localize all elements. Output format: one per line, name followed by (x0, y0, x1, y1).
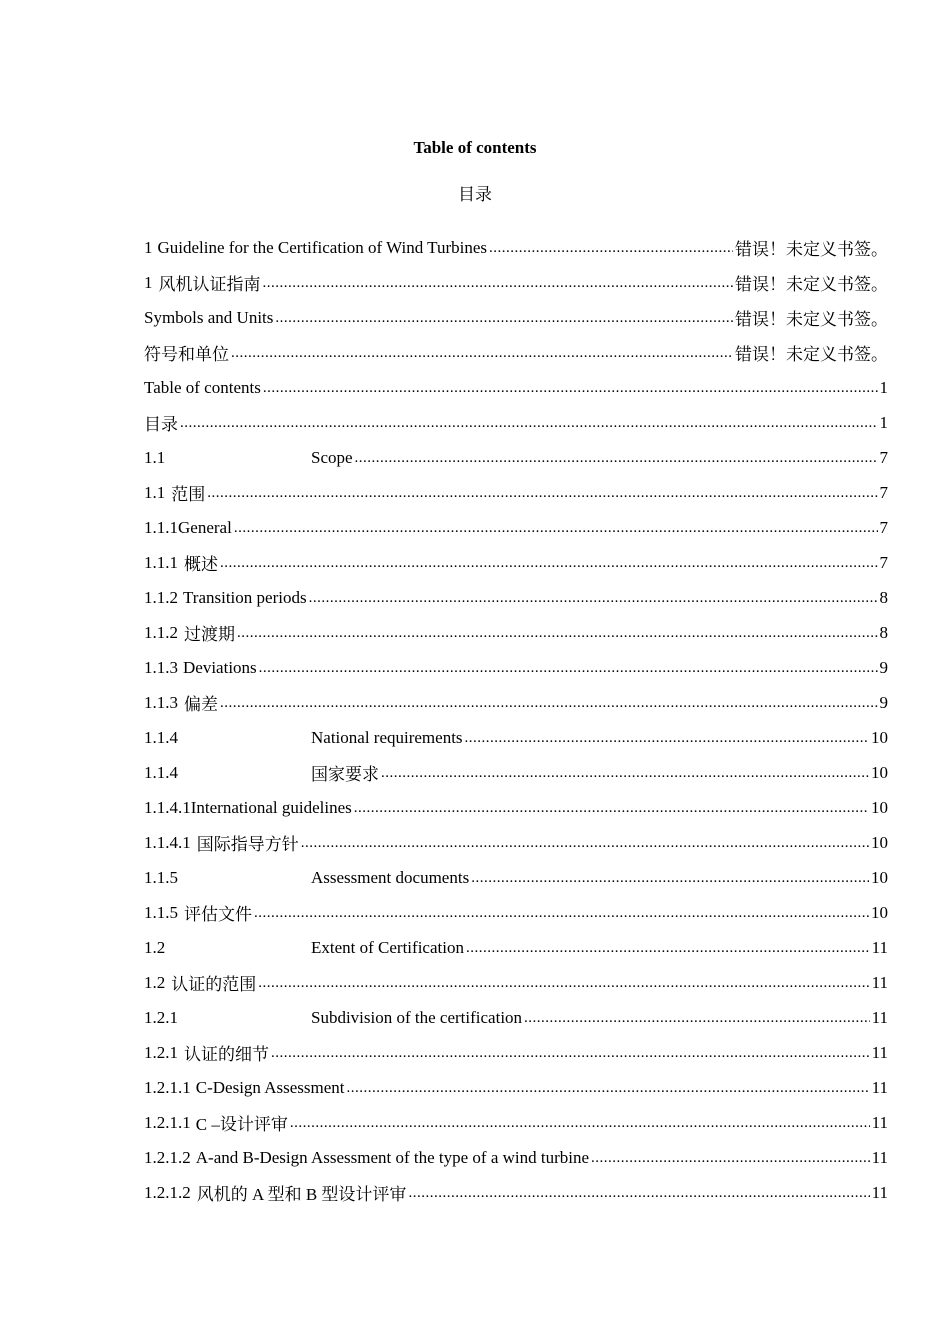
toc-entry-page: 10 (871, 832, 888, 852)
toc-entry[interactable] (144, 580, 888, 615)
toc-entry-number: 1.1.4 (144, 762, 178, 782)
toc-entry-number: 1.2 (144, 972, 166, 992)
toc-entry[interactable] (144, 685, 888, 720)
toc-entry[interactable] (144, 335, 888, 370)
toc-entry-page: 错误！未定义书签。 (735, 345, 888, 364)
toc-entry-number: 1.1.3 (144, 692, 178, 712)
toc-entry-number: 1.2.1.1 (144, 1112, 191, 1132)
toc-dot-leader (355, 448, 878, 468)
toc-dot-leader (489, 238, 733, 258)
toc-dot-leader (381, 763, 869, 783)
toc-entry[interactable] (144, 930, 888, 965)
toc-entry[interactable] (144, 1035, 888, 1070)
toc-entry-title: General (178, 517, 232, 537)
toc-entry-number: 1.1 (144, 447, 166, 467)
toc-entry[interactable] (144, 545, 888, 580)
toc-dot-leader (591, 1148, 870, 1168)
toc-entry-title: Guideline for the Certification of Wind Turbines (157, 237, 488, 257)
toc-entry-page: 11 (871, 1147, 888, 1167)
toc-entry-number: 1.1.4.1 (144, 797, 191, 817)
toc-entry-number: 1.1.4 (144, 727, 178, 747)
toc-dot-leader (263, 378, 878, 398)
toc-dot-leader (466, 938, 870, 958)
toc-entry-number: 1.1.5 (144, 902, 178, 922)
toc-dot-leader (207, 483, 877, 503)
toc-entry-number: 1.1.1 (144, 552, 178, 572)
toc-entry[interactable] (144, 790, 888, 825)
toc-entry[interactable] (144, 1070, 888, 1105)
toc-entry[interactable] (144, 510, 888, 545)
toc-entry-title: Assessment documents (311, 867, 470, 887)
toc-entry-page: 8 (879, 622, 888, 642)
toc-entry-number: 1.1 (144, 482, 166, 502)
toc-entry-number: 1.2.1.1 (144, 1077, 191, 1097)
toc-entry-title: 国际指导方针 (196, 835, 299, 854)
toc-entry-title: Extent of Certification (311, 937, 464, 957)
toc-entry-page: 11 (871, 1112, 888, 1132)
toc-entry-title: 认证的细节 (184, 1045, 269, 1064)
toc-entry[interactable] (144, 265, 888, 300)
toc-dot-leader (220, 693, 878, 713)
toc-dot-leader (271, 1043, 870, 1063)
toc-entry-title: C –设计评审 (195, 1115, 288, 1134)
toc-entry[interactable] (144, 755, 888, 790)
toc-dot-leader (354, 798, 869, 818)
toc-entry[interactable] (144, 405, 888, 440)
toc-entry-number: 1.1.4.1 (144, 832, 191, 852)
toc-entry-title: International guidelines (190, 797, 352, 817)
toc-entry-page: 9 (879, 692, 888, 712)
toc-entry-page: 8 (879, 587, 888, 607)
toc-entry[interactable] (144, 895, 888, 930)
toc-entry-number: 1.1.5 (144, 867, 178, 887)
toc-entry-title: 范围 (171, 485, 206, 504)
toc-entry-title: National requirements (311, 727, 463, 747)
toc-entry-number: 1.1.2 (144, 622, 178, 642)
toc-dot-leader (258, 973, 869, 993)
toc-dot-leader (408, 1183, 869, 1203)
toc-entry-number: 1.1.1 (144, 517, 178, 537)
toc-entry-page: 10 (871, 867, 888, 887)
toc-entry[interactable] (144, 650, 888, 685)
toc-entry-number: 1.1.3 (144, 657, 178, 677)
toc-dot-leader (237, 623, 878, 643)
toc-dot-leader (234, 518, 878, 538)
toc-entry[interactable] (144, 475, 888, 510)
toc-dot-leader (290, 1113, 870, 1133)
toc-dot-leader (301, 833, 869, 853)
toc-dot-leader (347, 1078, 870, 1098)
toc-entry-title: Table of contents (144, 377, 261, 397)
toc-entry-page: 1 (879, 377, 888, 397)
toc-entry-page: 7 (879, 447, 888, 467)
toc-dot-leader (231, 343, 733, 363)
toc-entry-title: 风机的 A 型和 B 型设计评审 (196, 1185, 407, 1204)
toc-entry-page: 11 (871, 937, 888, 957)
toc-entry-title: 目录 (144, 415, 178, 434)
toc-entry-page: 11 (871, 972, 888, 992)
toc-entry-title: A-and B-Design Assessment of the type of a wind turbine (195, 1147, 590, 1167)
toc-entry-page: 10 (871, 727, 888, 747)
toc-dot-leader (254, 903, 869, 923)
toc-entry-page: 7 (879, 517, 888, 537)
toc-entry[interactable] (144, 825, 888, 860)
toc-entry[interactable] (144, 1105, 888, 1140)
toc-entry[interactable] (144, 300, 888, 335)
toc-entry-page: 9 (879, 657, 888, 677)
toc-dot-leader (180, 413, 878, 433)
toc-entry-title: 概述 (184, 555, 218, 574)
toc-entry[interactable] (144, 1175, 888, 1210)
toc-entry[interactable] (144, 720, 888, 755)
toc-dot-leader (220, 553, 878, 573)
toc-entry-title: Subdivision of the certification (311, 1007, 523, 1027)
toc-entry-number: 1.2.1.2 (144, 1147, 191, 1167)
toc-entry-number: 1 (144, 237, 153, 257)
toc-dot-leader (524, 1008, 870, 1028)
toc-entry[interactable] (144, 230, 888, 265)
toc-dot-leader (275, 308, 733, 328)
toc-entry-title: Deviations (183, 657, 257, 677)
toc-entry-page: 10 (871, 902, 888, 922)
toc-dot-leader (259, 658, 878, 678)
toc-entry-title: Scope (311, 447, 353, 467)
toc-entry-title: Transition periods (183, 587, 307, 607)
table-of-contents (144, 230, 888, 1210)
toc-entry-page: 7 (879, 482, 888, 502)
toc-entry-page: 10 (871, 797, 888, 817)
toc-entry-title: 风机认证指南 (158, 275, 261, 294)
toc-entry-number: 1.2.1 (144, 1042, 178, 1062)
toc-entry-number: 1.1.2 (144, 587, 178, 607)
toc-entry-page: 11 (871, 1007, 888, 1027)
toc-entry-title: 过渡期 (184, 625, 235, 644)
toc-entry-page: 11 (871, 1042, 888, 1062)
toc-entry[interactable] (144, 965, 888, 1000)
toc-entry-page: 7 (879, 552, 888, 572)
toc-entry-page: 错误！未定义书签。 (735, 310, 888, 329)
toc-entry-title: 符号和单位 (144, 345, 229, 364)
page-subtitle: 目录 (458, 185, 492, 204)
toc-entry-title: 国家要求 (311, 765, 379, 784)
toc-entry[interactable] (144, 1000, 888, 1035)
toc-entry-page: 错误！未定义书签。 (735, 275, 888, 294)
toc-entry[interactable] (144, 615, 888, 650)
toc-entry-title: C-Design Assessment (195, 1077, 345, 1097)
toc-dot-leader (263, 273, 734, 293)
toc-dot-leader (471, 868, 869, 888)
toc-entry[interactable] (144, 370, 888, 405)
toc-entry-page: 11 (871, 1182, 888, 1202)
toc-entry-number: 1.2.1 (144, 1007, 178, 1027)
toc-entry-title: Symbols and Units (144, 307, 274, 327)
toc-dot-leader (465, 728, 869, 748)
toc-entry-number: 1 (144, 272, 153, 292)
toc-entry-page: 10 (871, 762, 888, 782)
toc-entry-page: 1 (879, 412, 888, 432)
toc-dot-leader (309, 588, 878, 608)
page-title: Table of contents (413, 138, 537, 157)
toc-entry[interactable] (144, 1140, 888, 1175)
toc-entry-page: 11 (871, 1077, 888, 1097)
toc-entry-title: 评估文件 (184, 905, 252, 924)
toc-entry-page: 错误！未定义书签。 (735, 240, 888, 259)
toc-entry-title: 偏差 (184, 695, 218, 714)
toc-entry[interactable] (144, 860, 888, 895)
toc-entry-number: 1.2.1.2 (144, 1182, 191, 1202)
toc-entry-number: 1.2 (144, 937, 166, 957)
toc-entry[interactable] (144, 440, 888, 475)
toc-entry-title: 认证的范围 (171, 975, 257, 994)
